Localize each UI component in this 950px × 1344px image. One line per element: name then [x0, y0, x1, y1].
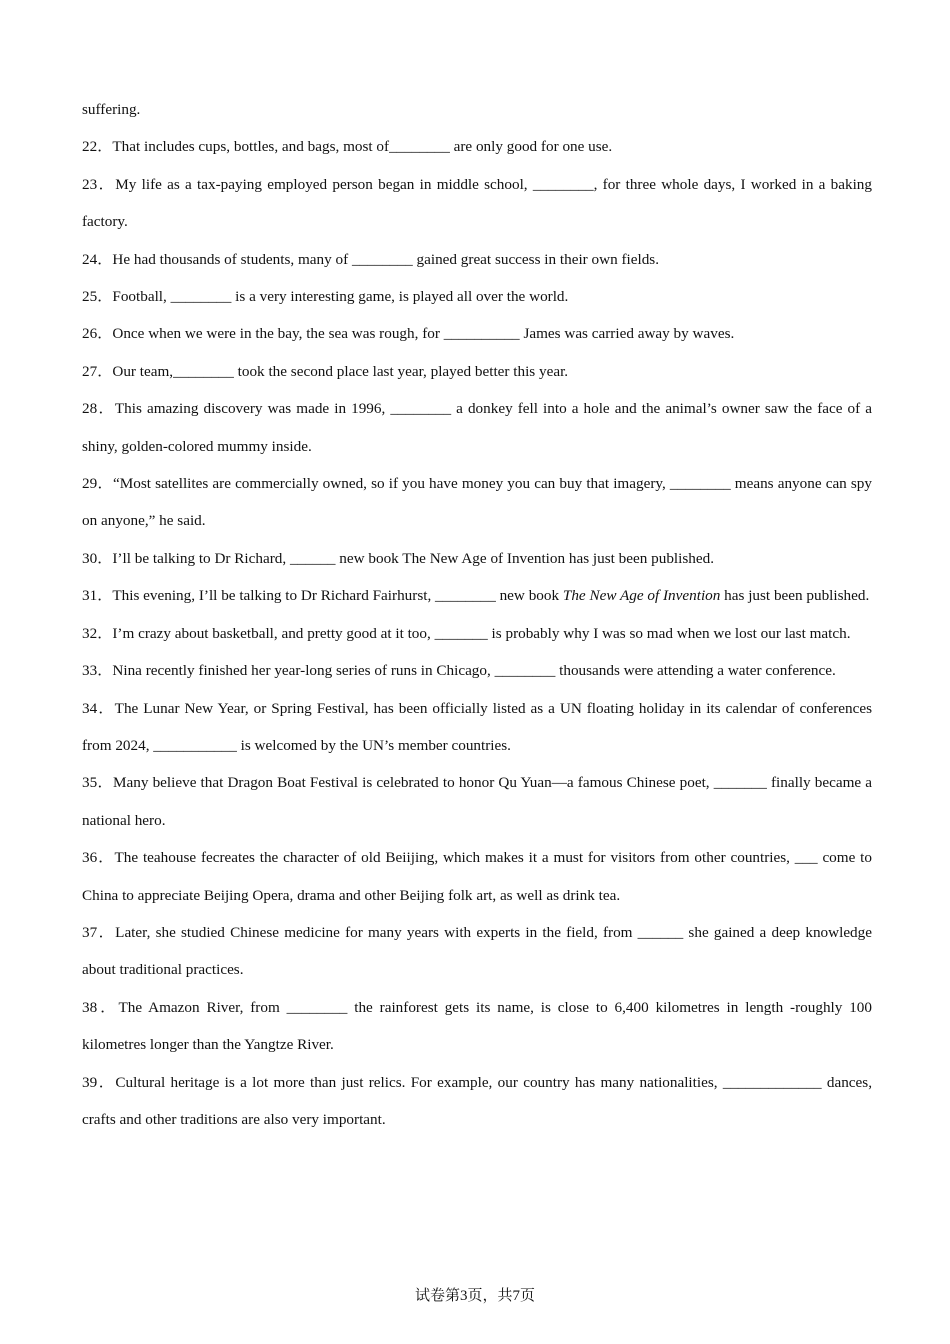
question-27: 27．Our team,________ took the second place last year, played better this year. [82, 362, 569, 380]
question-26: 26．Once when we were in the bay, the sea was rough, for __________ James was carried away by waves. [82, 325, 735, 343]
question-31-after: has just been published. [720, 587, 870, 605]
question-33: 33．Nina recently finished her year-long series of runs in Chicago, ________ thousands were attending a water conference. [82, 662, 836, 680]
question-34: 34．The Lunar New Year, or Spring Festival, has been officially listed as a UN floating holiday in its calendar of conferences from 2024, ___________ is welcomed by the UN’s member countries. [82, 699, 872, 754]
question-22: 22．That includes cups, bottles, and bags, most of________ are only good for one use. [82, 138, 613, 156]
question-31-book-title: The New Age of Invention [562, 587, 721, 605]
question-39: 39．Cultural heritage is a lot more than just relics. For example, our country has many nationalities, _____________ dances, crafts and other traditions are also very important. [82, 1073, 872, 1128]
question-28: 28．This amazing discovery was made in 1996, ________ a donkey fell into a hole and the animal’s owner saw the face of a shiny, golden-colored mummy inside. [82, 400, 872, 455]
question-38: 38．The Amazon River, from ________ the rainforest gets its name, is close to 6,400 kilometres in length -roughly 100 kilometres longer than the Yangtze River. [82, 998, 872, 1054]
page-footer: 试卷第3页，共7页 [414, 1288, 535, 1304]
question-24: 24．He had thousands of students, many of ________ gained great success in their own fields. [82, 250, 660, 268]
question-32: 32．I’m crazy about basketball, and pretty good at it too, _______ is probably why I was so mad when we lost our last match. [82, 624, 851, 642]
question-37: 37．Later, she studied Chinese medicine for many years with experts in the field, from ______ she gained a deep knowledge about traditional practices. [82, 923, 872, 979]
question-35: 35．Many believe that Dragon Boat Festival is celebrated to honor Qu Yuan—a famous Chinese poet, _______ finally became a national hero. [82, 774, 872, 829]
question-30: 30．I’ll be talking to Dr Richard, ______ new book The New Age of Invention has just been published. [82, 549, 714, 567]
question-21-tail: suffering. [82, 101, 141, 118]
question-25: 25．Football, ________ is a very interesting game, is played all over the world. [82, 288, 569, 306]
question-31-before: 31．This evening, I’ll be talking to Dr Richard Fairhurst, ________ new book [82, 587, 563, 605]
question-36: 36．The teahouse fecreates the character of old Beiijing, which makes it a must for visitors from other countries, ___ come to China to appreciate Beijing Opera, drama and other Beijing folk art, as well as drink tea. [82, 849, 872, 904]
question-23: 23．My life as a tax-paying employed person began in middle school, ________, for three whole days, I worked in a baking factory. [82, 175, 872, 231]
question-31 [82, 577, 872, 614]
question-29: 29．“Most satellites are commercially owned, so if you have money you can buy that imagery, ________ means anyone can spy on anyone,” he said. [82, 475, 872, 530]
question-list [82, 91, 872, 1138]
